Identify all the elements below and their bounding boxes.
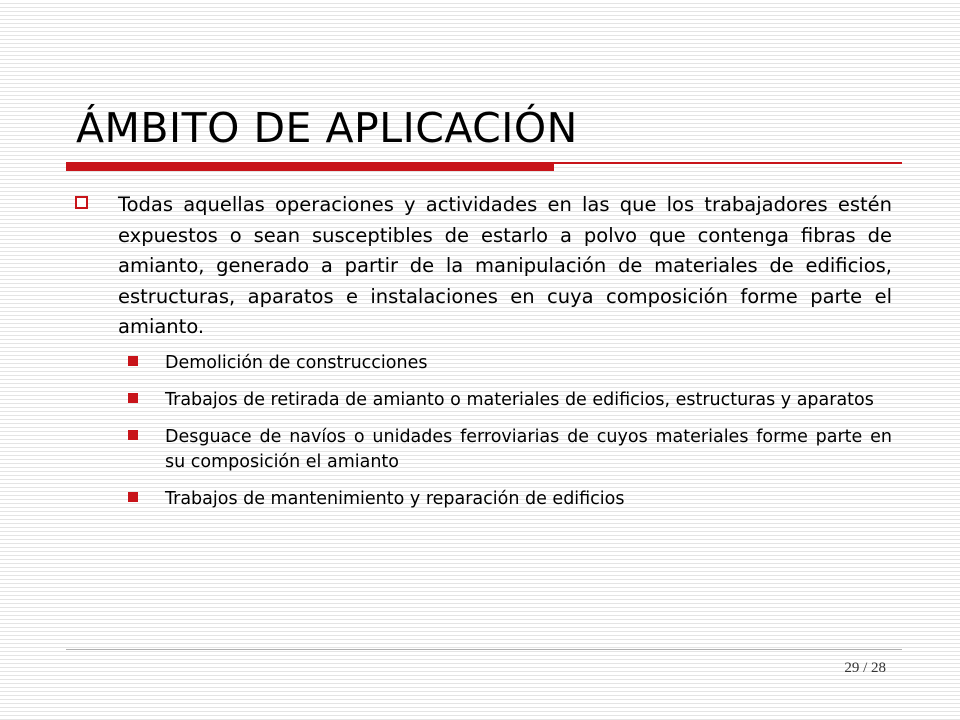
slide-title: ÁMBITO DE APLICACIÓN [76, 104, 578, 152]
sub-bullet-text: Trabajos de mantenimiento y reparación de edificios [165, 488, 625, 509]
sub-bullet-text: Trabajos de retirada de amianto o materiales de edificios, estructuras y aparatos [165, 389, 874, 410]
sub-bullet-item [72, 351, 892, 376]
filled-square-bullet-icon [128, 492, 138, 502]
title-underline-accent [66, 163, 554, 171]
main-bullet-text: Todas aquellas operaciones y actividades en las que los trabajadores estén expuestos o sean susceptibles de estarlo a polvo que contenga fibras de amianto, generado a partir de la manipulación de materiales de edificios, estructuras, aparatos e instalaciones en cuya composición forme parte el amianto. [118, 193, 892, 338]
filled-square-bullet-icon [128, 430, 138, 440]
sub-bullet-text: Desguace de navíos o unidades ferroviarias de cuyos materiales forme parte en su composición el amianto [165, 426, 892, 472]
sub-bullet-list [72, 351, 892, 512]
page-number: 29 / 28 [844, 660, 886, 676]
sub-bullet-text: Demolición de construcciones [165, 352, 428, 373]
slide-content [72, 190, 892, 524]
hollow-square-bullet-icon [75, 196, 88, 209]
sub-bullet-item [72, 388, 892, 413]
filled-square-bullet-icon [128, 356, 138, 366]
main-bullet-item [72, 190, 892, 343]
filled-square-bullet-icon [128, 393, 138, 403]
sub-bullet-item [72, 425, 892, 475]
footer-divider [66, 649, 902, 650]
sub-bullet-item [72, 487, 892, 512]
